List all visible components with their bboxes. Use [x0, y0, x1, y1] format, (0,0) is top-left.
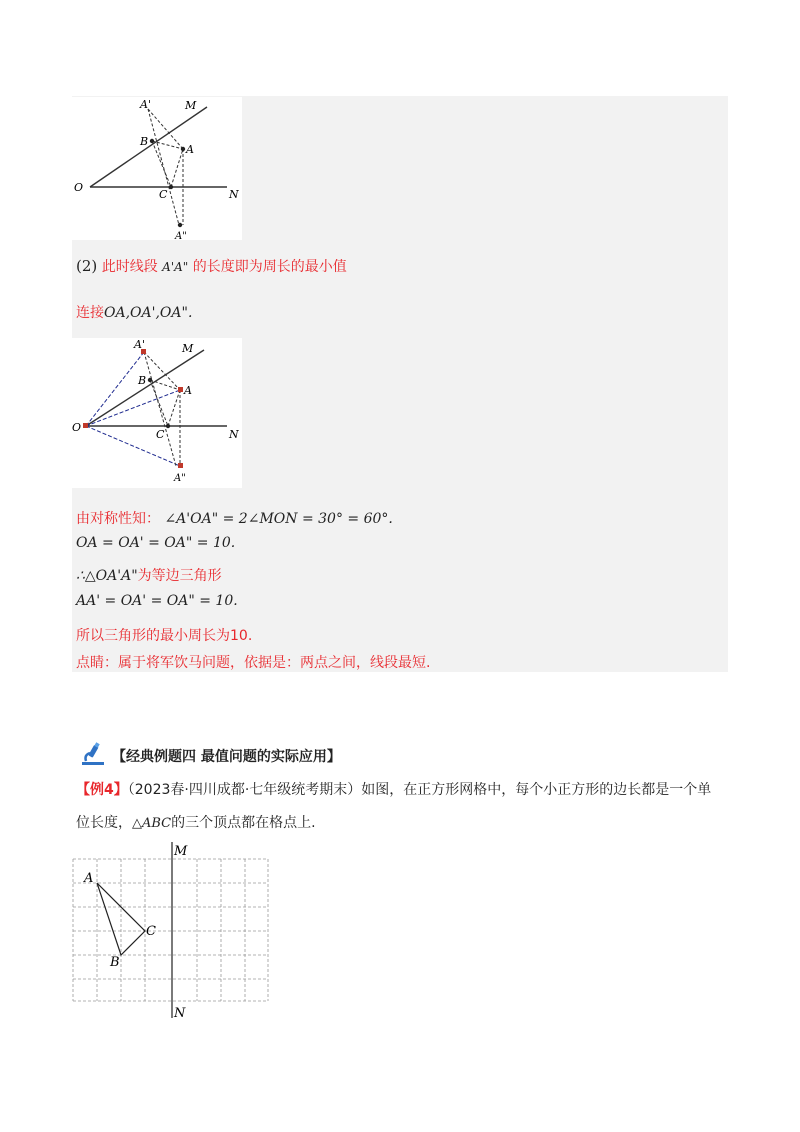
section-title-text: 【经典例题四 最值问题的实际应用】: [112, 749, 341, 765]
min-perimeter-line: 所以三角形的最小周长为10.: [76, 628, 253, 644]
microscope-icon: [78, 742, 108, 770]
example-text-2a: 位长度，: [76, 815, 132, 831]
equal-line: OA = OA' = OA" = 10.: [76, 535, 236, 551]
grid-label-m: M: [174, 844, 188, 859]
connect-math: OA,OA',OA".: [104, 305, 193, 321]
label-o-2: O: [72, 421, 82, 434]
grid-figure: [70, 840, 270, 1020]
therefore-line: [76, 565, 222, 585]
label-b-2: B: [138, 374, 147, 387]
figure-reflection-2: [72, 338, 242, 488]
label-o: O: [74, 181, 84, 194]
step2-text: 此时线段: [101, 259, 158, 275]
label-a-2: A: [184, 384, 192, 397]
label-a-dprime: A": [175, 231, 187, 240]
example-triangle: △ABC: [132, 816, 172, 831]
connect-line: [76, 302, 192, 322]
example-line-1: [76, 780, 711, 800]
step2-line: [76, 256, 347, 276]
symmetry-text: 由对称性知：: [76, 511, 160, 527]
figure-reflection-1: [72, 97, 242, 240]
label-m: M: [185, 99, 197, 112]
label-c-2: C: [156, 428, 165, 441]
grid-label-a: A: [84, 871, 94, 886]
label-n-2: N: [229, 428, 239, 441]
grid-label-n: N: [174, 1006, 186, 1020]
label-n: N: [229, 188, 239, 201]
therefore-text: 为等边三角形: [137, 568, 222, 584]
symmetry-math: ∠A'OA" = 2∠MON = 30° = 60°.: [164, 511, 393, 527]
label-c: C: [159, 188, 168, 201]
therefore-math: ∴△OA'A": [76, 568, 138, 584]
tip-line: 点睛：属于将军饮马问题，依据是：两点之间，线段最短.: [76, 655, 431, 671]
label-a-prime-2: A': [134, 338, 145, 351]
connect-text: 连接: [76, 305, 104, 321]
symmetry-line: [76, 508, 393, 528]
example-text-2b: 的三个顶点都在格点上.: [171, 815, 316, 831]
example-source: （2023春·四川成都·七年级统考期末）: [127, 782, 362, 798]
label-a: A: [186, 143, 194, 156]
step2-num: (2): [76, 257, 98, 275]
grid-label-b: B: [110, 955, 120, 970]
step2-tail: 的长度即为周长的最小值: [192, 259, 347, 275]
label-b: B: [140, 135, 149, 148]
equal2-line: AA' = OA' = OA" = 10.: [76, 593, 238, 609]
section-title: [78, 742, 341, 770]
label-a-prime: A': [140, 98, 151, 111]
step2-seg: A'A": [162, 260, 189, 274]
example-text-1: 如图，在正方形网格中，每个小正方形的边长都是一个单: [361, 782, 712, 798]
label-m-2: M: [182, 342, 194, 355]
label-a-dprime-2: A": [174, 473, 186, 484]
grid-label-c: C: [146, 924, 156, 939]
example-tag: 【例4】: [76, 782, 128, 798]
example-line-2: [76, 813, 316, 834]
